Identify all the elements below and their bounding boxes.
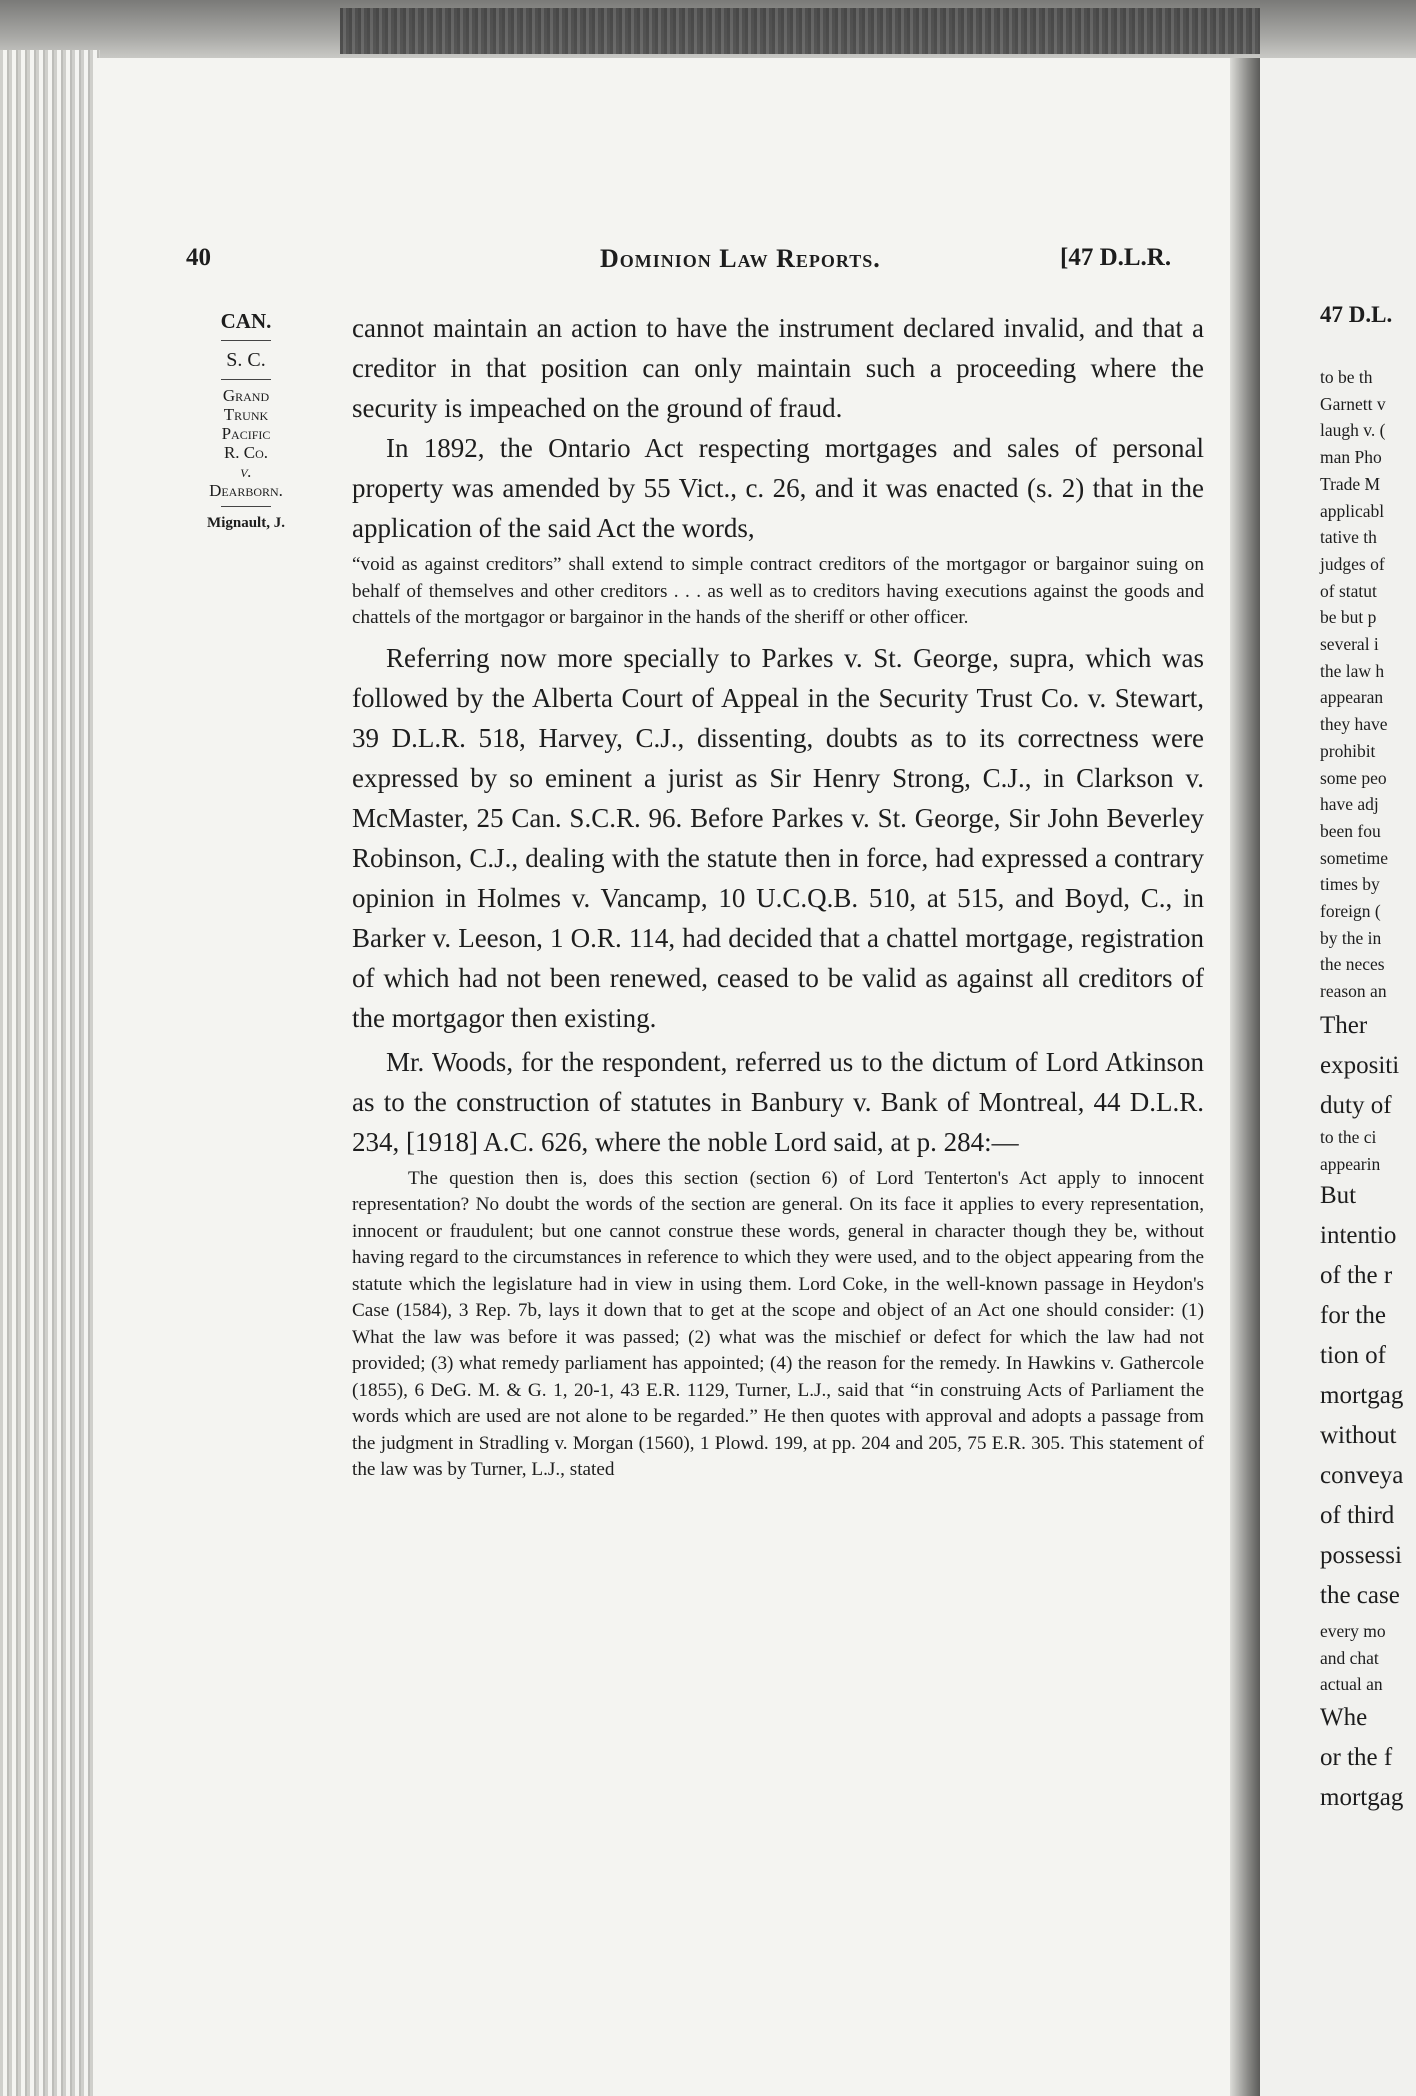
paragraph: In 1892, the Ontario Act respecting mortgages and sales of personal property was amended by 55 Vict., c. 26, and it was enacted (s. 2) that in the application of the said Act the words, [352,433,1204,543]
margin-note [176,308,316,532]
facing-page-line: the neces [1320,954,1385,975]
facing-page-line: appearin [1320,1153,1381,1174]
facing-page-line: intentio [1320,1222,1397,1249]
facing-page-line: mortgag [1320,1382,1404,1409]
case-name-line: Trunk [223,405,269,424]
facing-page-line: and chat [1320,1647,1379,1668]
facing-page-line: for the [1320,1302,1386,1329]
case-name-line: Dearborn. [209,481,283,500]
facing-page-line: appearan [1320,687,1384,708]
judge-name: Mignault, J. [207,515,285,531]
case-name-line: R. Co. [223,443,269,462]
case-name-line: Grand [222,386,270,405]
facing-page-line: have adj [1320,794,1379,815]
facing-page-header: 47 D.L. [1320,302,1393,327]
book-binding [340,8,1260,54]
facing-page-large-text-2 [1320,1176,1403,1616]
facing-page-line: duty of [1320,1092,1392,1119]
facing-page-line: without [1320,1422,1397,1449]
facing-page-line: every mo [1320,1621,1386,1641]
facing-page-line: expositi [1320,1052,1400,1079]
facing-page-small-text-2 [1320,1124,1416,1177]
facing-page-line: tative th [1320,527,1377,548]
jurisdiction: CAN. [220,309,272,333]
facing-page-line: foreign ( [1320,901,1381,922]
facing-page-line: the law h [1320,660,1385,681]
facing-page-line: But [1320,1182,1357,1209]
court: S. C. [226,349,266,371]
facing-page-line: several i [1320,634,1379,655]
facing-page-line: to be th [1320,367,1373,387]
facing-page-line: of third [1320,1502,1395,1529]
scan-top-band [0,0,1416,62]
facing-page-small-text-3 [1320,1618,1416,1698]
facing-page-line: Whe [1320,1704,1368,1731]
book-gutter [1230,58,1260,2096]
facing-page-line: or the f [1320,1744,1393,1771]
facing-page-line: Ther [1320,1012,1368,1039]
block-quote: The question then is, does this section (section 6) of Lord Tenterton's Act apply to innocent representation? No doubt the words of the section are general. On its face it applies to every representation, innocent or fraudulent; but one cannot construe these words, general in character though they be, without having regard to the circumstances in reference to which they were used, and to the object appearing from the statute which the legislature had in view in using them. Lord Coke, in the well-known passage in Heydon's Case (1584), 3 Rep. 7b, lays it down that to get at the scope and object of an Act one should consider: (1) What the law was before it was passed; (2) what was the mischief or defect for which the law had not provided; (3) what remedy parliament has appointed; (4) the reason for the remedy. In Hawkins v. Gathercole (1855), 6 DeG. M. & G. 1, 20-1, 43 E.R. 1129, Turner, L.J., said that “in construing Acts of Parliament the words which are used are not alone to be regarded.” He then quotes with approval and adopts a passage from the judgment in Stradling v. Morgan (1560), 1 Plowd. 199, at pp. 204 and 205, 75 E.R. 305. This statement of the law was by Turner, L.J., stated [352,1167,1204,1480]
paragraph: Referring now more specially to Parkes v. St. George, supra, which was followed by the Alberta Court of Appeal in the Security Trust Co. v. Stewart, 39 D.L.R. 518, Harvey, C.J., dissenting, doubts as to its correctness were expressed by so eminent a jurist as Sir Henry Strong, C.J., in Clarkson v. McMaster, 25 Can. S.C.R. 96. Before Parkes v. St. George, Sir John Beverley Robinson, C.J., dealing with the statute then in force, had expressed a contrary opinion in Holmes v. Vancamp, 10 U.C.Q.B. 510, at 515, and Boyd, C., in Barker v. Leeson, 1 O.R. 114, had decided that a chattel mortgage, registration of which had not been renewed, ceased to be valid as against all creditors of the mortgagor then existing. [352,642,1204,1033]
divider [221,340,271,341]
case-name-line: Pacific [221,424,271,443]
volume-reference: [47 D.L.R. [1060,244,1172,271]
paragraph: Mr. Woods, for the respondent, referred us to the dictum of Lord Atkinson as to the construction of statutes in Banbury v. Bank of Montreal, 44 D.L.R. 234, [1918] A.C. 626, where the noble Lord said, at p. 284:— [352,1046,1204,1157]
facing-page-large-text-3 [1320,1698,1403,1818]
facing-page [1260,58,1416,2096]
facing-page-line: by the in [1320,927,1382,948]
facing-page-line: prohibit [1320,740,1376,761]
facing-page-line: be but p [1320,607,1377,628]
facing-page-small-text [1320,364,1416,1005]
facing-page-line: some peo [1320,767,1387,788]
facing-page-line: man Pho [1320,447,1382,468]
facing-page-line: applicabl [1320,500,1385,521]
case-name-line: v. [240,462,252,481]
block-quote: “void as against creditors” shall extend to simple contract creditors of the mortgagor or bargainor suing on behalf of themselves and other creditors . . . as well as to creditors having executions against the goods and chattels of the mortgagor or bargainor in the hands of the sheriff or other officer. [352,554,1204,628]
facing-page-line: tion of [1320,1342,1386,1369]
facing-page-line: they have [1320,714,1388,735]
facing-page-line: times by [1320,874,1380,895]
facing-page-line: to the ci [1320,1127,1377,1147]
divider [221,379,271,380]
page-edges [0,50,100,2096]
running-head: Dominion Law Reports. [600,244,881,273]
facing-page-line: mortgag [1320,1784,1404,1811]
facing-page-line: Trade M [1320,473,1381,494]
facing-page-line: laugh v. ( [1320,420,1386,441]
facing-page-line: judges of [1320,553,1385,574]
facing-page-line: conveya [1320,1462,1404,1489]
facing-page-line: been fou [1320,820,1381,841]
facing-page-line: the case [1320,1582,1400,1609]
facing-page-line: of statut [1320,580,1377,601]
facing-page-large-text [1320,1006,1399,1126]
facing-page-line: of the r [1320,1262,1393,1289]
page-number: 40 [186,244,211,271]
facing-page-line: possessi [1320,1542,1402,1569]
facing-page-line: Garnett v [1320,393,1386,414]
facing-page-line: reason an [1320,981,1387,1002]
divider [221,506,271,507]
facing-page-line: actual an [1320,1674,1383,1695]
main-text [352,308,1204,1490]
paragraph: cannot maintain an action to have the instrument declared invalid, and that a creditor in that position can only maintain such a proceeding where the security is impeached on the ground of fraud. [352,313,1204,423]
facing-page-line: sometime [1320,847,1389,868]
